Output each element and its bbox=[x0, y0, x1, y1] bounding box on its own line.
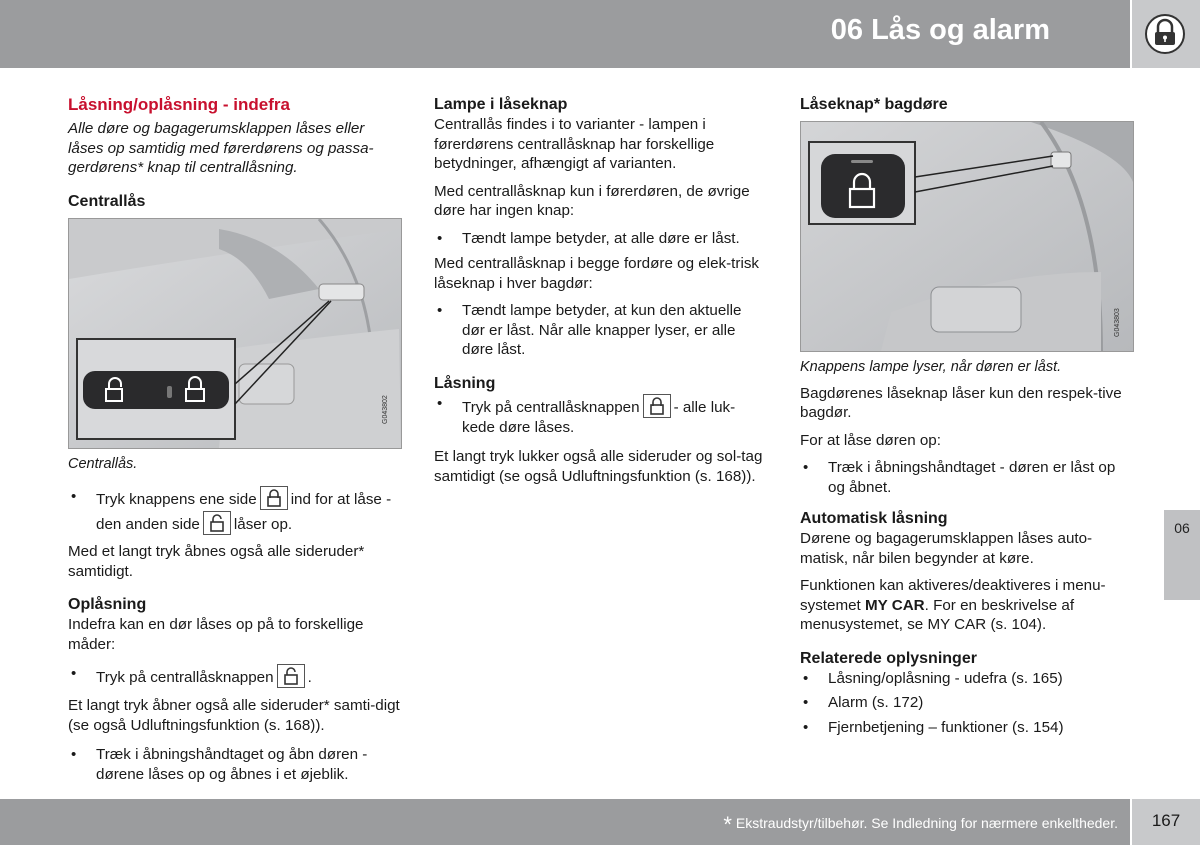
paragraph: Med et langt tryk åbnes også alle sideruder* samtidigt. bbox=[68, 543, 365, 580]
paragraph: Indefra kan en dør låses op på to forskellige måder: bbox=[68, 616, 364, 653]
footnote-text: Ekstraudstyr/tilbehør. Se Indledning for nærmere enkeltheder. bbox=[735, 815, 1118, 831]
list-item bbox=[68, 664, 402, 688]
chapter-side-tab[interactable] bbox=[1164, 510, 1200, 600]
bullet-list bbox=[434, 394, 768, 438]
bullet-text: Tryk på centrallåsknappen bbox=[96, 669, 274, 686]
bullet-text: låser op. bbox=[233, 516, 293, 533]
column-1 bbox=[68, 95, 402, 784]
oplasning-heading: Oplåsning bbox=[68, 596, 147, 613]
page-number: 167 bbox=[1151, 811, 1181, 830]
lock-icon bbox=[1144, 13, 1186, 55]
bullet-text: . bbox=[307, 669, 312, 686]
related-heading: Relaterede oplysninger bbox=[800, 649, 977, 667]
bullet-text: Tryk på centrallåsknappen bbox=[462, 398, 640, 416]
list-item bbox=[434, 394, 768, 438]
list-item: • Træk i åbningshåndtaget og åbn døren - dørene låses op og åbnes i et øjeblik. bbox=[68, 745, 402, 784]
column-2 bbox=[434, 95, 768, 486]
image-code: G043803 bbox=[1114, 308, 1121, 337]
paragraph: Et langt tryk lukker også alle sideruder og sol-tag samtidigt (se også Udluftningsfunktion (s. 168)). bbox=[434, 448, 763, 485]
lock-button-rear-heading: Låseknap* bagdøre bbox=[800, 96, 948, 113]
related-link[interactable]: • Alarm (s. 172) bbox=[800, 693, 1134, 713]
auto-lock-heading: Automatisk låsning bbox=[800, 510, 948, 527]
bullet-list bbox=[434, 229, 768, 249]
related-link[interactable]: • Låsning/oplåsning - udefra (s. 165) bbox=[800, 669, 1134, 689]
paragraph-text: . For en beskrivelse af menusystemet, se MY CAR (s. 104). bbox=[800, 596, 1075, 633]
unlock-key-icon bbox=[203, 511, 231, 535]
footnote bbox=[723, 812, 1118, 838]
bullet-list bbox=[434, 301, 768, 360]
bullet-list bbox=[68, 486, 402, 536]
image-code: G043802 bbox=[382, 394, 389, 424]
paragraph: Bagdørenes låseknap låser kun den respek-tive bagdør. bbox=[800, 384, 1122, 421]
paragraph: Med centrallåsknap kun i førerdøren, de øvrige døre har ingen knap: bbox=[434, 182, 750, 219]
bullet-list bbox=[68, 745, 402, 784]
section-title: Låsning/oplåsning - indefra bbox=[68, 95, 290, 114]
bullet-text: - alle luk-kede døre låses. bbox=[462, 398, 736, 436]
list-item: • Tændt lampe betyder, at kun den aktuelle dør er låst. Når alle knapper lyser, er alle døre låst. bbox=[434, 301, 768, 360]
related-list bbox=[800, 669, 1134, 738]
bullet-list bbox=[800, 458, 1134, 497]
bullet-text: ind for at låse - den anden side bbox=[96, 491, 392, 533]
page-footer bbox=[0, 799, 1130, 845]
chapter-side-tab-label: 06 bbox=[1174, 520, 1190, 536]
image-caption: Centrallås. bbox=[68, 455, 138, 472]
bullet-list bbox=[68, 664, 402, 688]
page-header bbox=[0, 0, 1130, 68]
menu-name: MY CAR bbox=[865, 596, 925, 614]
chapter-title: 06 Lås og alarm bbox=[830, 14, 1050, 46]
page-number-box bbox=[1132, 799, 1200, 845]
rear-door-lock-photo bbox=[800, 121, 1134, 352]
list-item bbox=[68, 486, 402, 536]
paragraph: Et langt tryk åbner også alle sideruder* samti-digt (se også Udluftningsfunktion (s. 168)). bbox=[68, 697, 400, 734]
column-3 bbox=[800, 95, 1134, 737]
lasning-heading: Låsning bbox=[434, 374, 496, 392]
list-item: • Tændt lampe betyder, at alle døre er låst. bbox=[434, 229, 768, 249]
footnote-star: * bbox=[723, 812, 732, 837]
paragraph: Centrallås findes i to varianter - lampen i førerdørens centrallåsknap har forskellige betydninger, afhængigt af varianten. bbox=[434, 116, 715, 172]
bullet-text: Tryk knappens ene side bbox=[96, 491, 257, 508]
paragraph bbox=[800, 576, 1134, 635]
central-lock-door-photo bbox=[68, 218, 402, 449]
section-intro: Alle døre og bagagerumsklappen låses eller låses op samtidig med førerdørens og passa-gerdørens* knap til centrallåsning. bbox=[68, 120, 374, 176]
paragraph: Med centrallåsknap i begge fordøre og elek-trisk låseknap i hver bagdør: bbox=[434, 255, 760, 292]
lock-key-icon bbox=[643, 394, 671, 418]
unlock-key-icon bbox=[277, 664, 305, 688]
related-link[interactable]: • Fjernbetjening – funktioner (s. 154) bbox=[800, 718, 1134, 738]
image-caption: Knappens lampe lyser, når døren er låst. bbox=[800, 359, 1062, 375]
paragraph: For at låse døren op: bbox=[800, 431, 941, 449]
centrallas-heading: Centrallås bbox=[68, 192, 146, 210]
list-item: • Træk i åbningshåndtaget - døren er låst op og åbnet. bbox=[800, 458, 1134, 497]
paragraph-text: Funktionen kan aktiveres/deaktiveres i menu-systemet bbox=[800, 577, 1106, 614]
lampe-heading: Lampe i låseknap bbox=[434, 96, 568, 113]
paragraph: Dørene og bagagerumsklappen låses auto-matisk, når bilen begynder at køre. bbox=[800, 530, 1093, 567]
lock-key-icon bbox=[260, 486, 288, 510]
